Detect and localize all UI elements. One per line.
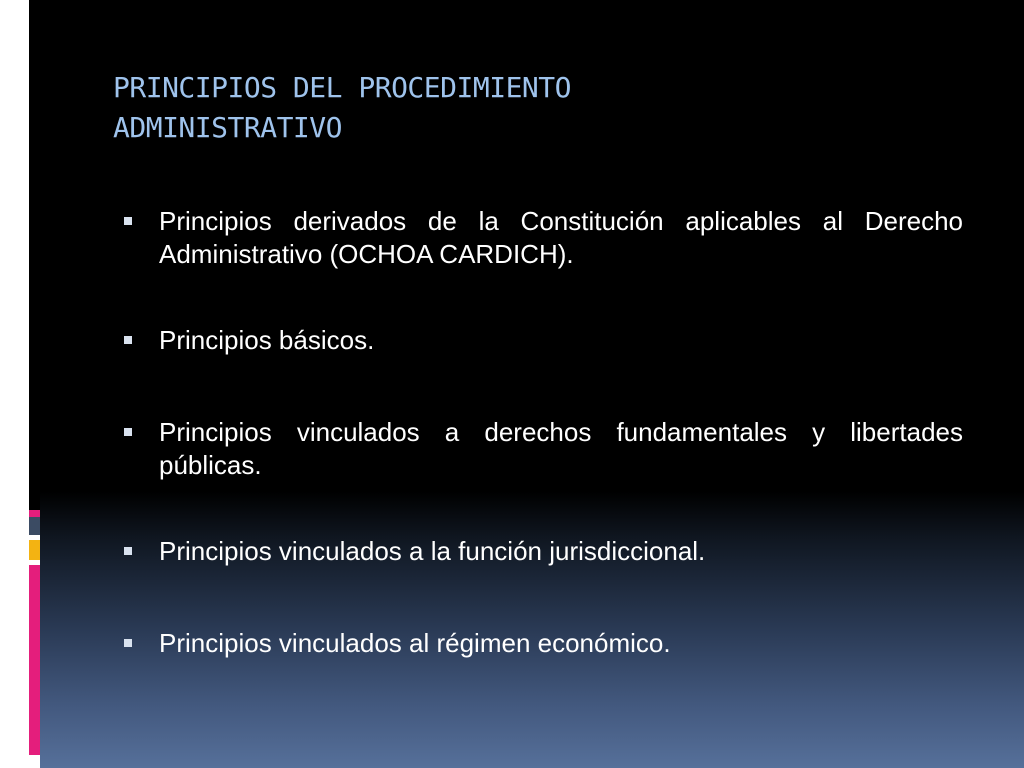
bullet-item bbox=[118, 535, 963, 568]
decorative-bar-yellow bbox=[29, 540, 40, 560]
bullet-text: Principios básicos. bbox=[159, 325, 375, 355]
decorative-bar-pink-small bbox=[29, 510, 40, 517]
decorative-bar-black bbox=[29, 0, 40, 510]
bullet-text: Principios vinculados a derechos fundamentales y libertades públicas. bbox=[159, 417, 963, 480]
decorative-bar-gray bbox=[29, 517, 40, 535]
decorative-bar-pink bbox=[29, 565, 40, 755]
bullet-list bbox=[118, 205, 963, 719]
square-bullet-icon bbox=[124, 336, 132, 344]
bullet-item bbox=[118, 416, 963, 482]
slide-title: PRINCIPIOS DEL PROCEDIMIENTO ADMINISTRATIVO bbox=[113, 71, 572, 144]
bullet-text: Principios vinculados al régimen económico. bbox=[159, 628, 671, 658]
square-bullet-icon bbox=[124, 639, 132, 647]
bullet-item bbox=[118, 324, 963, 357]
square-bullet-icon bbox=[124, 217, 132, 225]
bullet-item bbox=[118, 627, 963, 660]
bullet-text: Principios vinculados a la función jurisdiccional. bbox=[159, 536, 706, 566]
bullet-item bbox=[118, 205, 963, 271]
square-bullet-icon bbox=[124, 428, 132, 436]
square-bullet-icon bbox=[124, 547, 132, 555]
bullet-text: Principios derivados de la Constitución aplicables al Derecho Administrativo (OCHOA CARDICH). bbox=[159, 206, 963, 269]
left-decoration-strip bbox=[0, 0, 40, 768]
